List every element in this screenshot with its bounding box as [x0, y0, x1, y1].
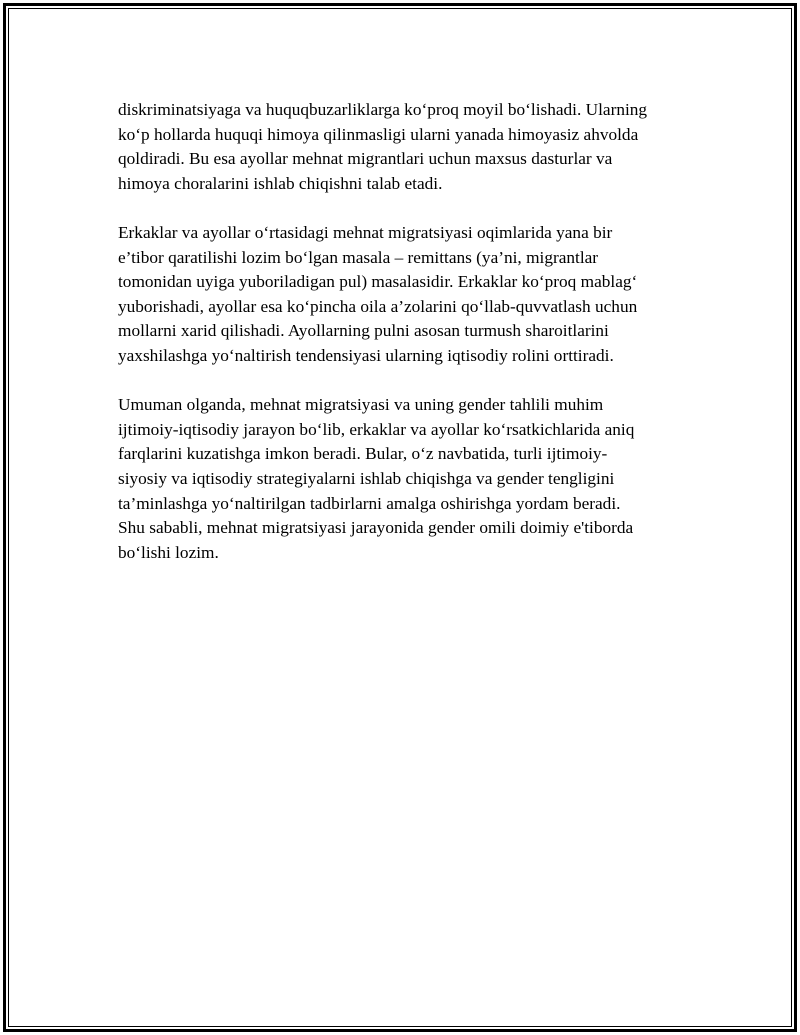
paragraph-line: mollarni xarid qilishadi. Ayollarning pulni asosan turmush sharoitlarini [118, 321, 609, 341]
paragraph-line: siyosiy va iqtisodiy strategiyalarni ishlab chiqishga va gender tengligini [118, 468, 615, 488]
paragraph-3 [118, 393, 698, 565]
paragraph-line: Shu sababli, mehnat migratsiyasi jarayonida gender omili doimiy e'tiborda [118, 518, 634, 538]
paragraph-line: diskriminatsiyaga va huquqbuzarliklarga ko‘proq moyil bo‘lishadi. Ularning [118, 100, 648, 119]
paragraph-line: himoya choralarini ishlab chiqishni talab etadi. [118, 173, 443, 193]
paragraph-line: ko‘p hollarda huquqi himoya qilinmasligi ularni yanada himoyasiz ahvolda [118, 124, 639, 144]
paragraph-line: ta’minlashga yo‘naltirilgan tadbirlarni amalga oshirishga yordam beradi. [118, 493, 621, 513]
paragraph-line: tomonidan uyiga yuboriladigan pul) masalasidir. Erkaklar ko‘proq mablag‘ [118, 272, 638, 292]
document-page [3, 3, 797, 1032]
paragraph-1 [118, 98, 698, 196]
paragraph-2 [118, 221, 698, 369]
paragraph-line: bo‘lishi lozim. [118, 542, 219, 562]
paragraph-line: yaxshilashga yo‘naltirish tendensiyasi ularning iqtisodiy rolini orttiradi. [118, 345, 614, 365]
document-body [118, 98, 698, 590]
paragraph-line: yuborishadi, ayollar esa ko‘pincha oila a’zolarini qo‘llab-quvvatlash uchun [118, 296, 638, 316]
paragraph-line: farqlarini kuzatishga imkon beradi. Bular, o‘z navbatida, turli ijtimoiy- [118, 444, 608, 464]
paragraph-line: e’tibor qaratilishi lozim bo‘lgan masala – remittans (ya’ni, migrantlar [118, 247, 599, 267]
paragraph-line: qoldiradi. Bu esa ayollar mehnat migrantlari uchun maxsus dasturlar va [118, 149, 613, 169]
paragraph-line: ijtimoiy-iqtisodiy jarayon bo‘lib, erkaklar va ayollar ko‘rsatkichlarida aniq [118, 419, 635, 439]
paragraph-line: Umuman olganda, mehnat migratsiyasi va uning gender tahlili muhim [118, 395, 604, 415]
paragraph-line: Erkaklar va ayollar o‘rtasidagi mehnat migratsiyasi oqimlarida yana bir [118, 222, 613, 242]
